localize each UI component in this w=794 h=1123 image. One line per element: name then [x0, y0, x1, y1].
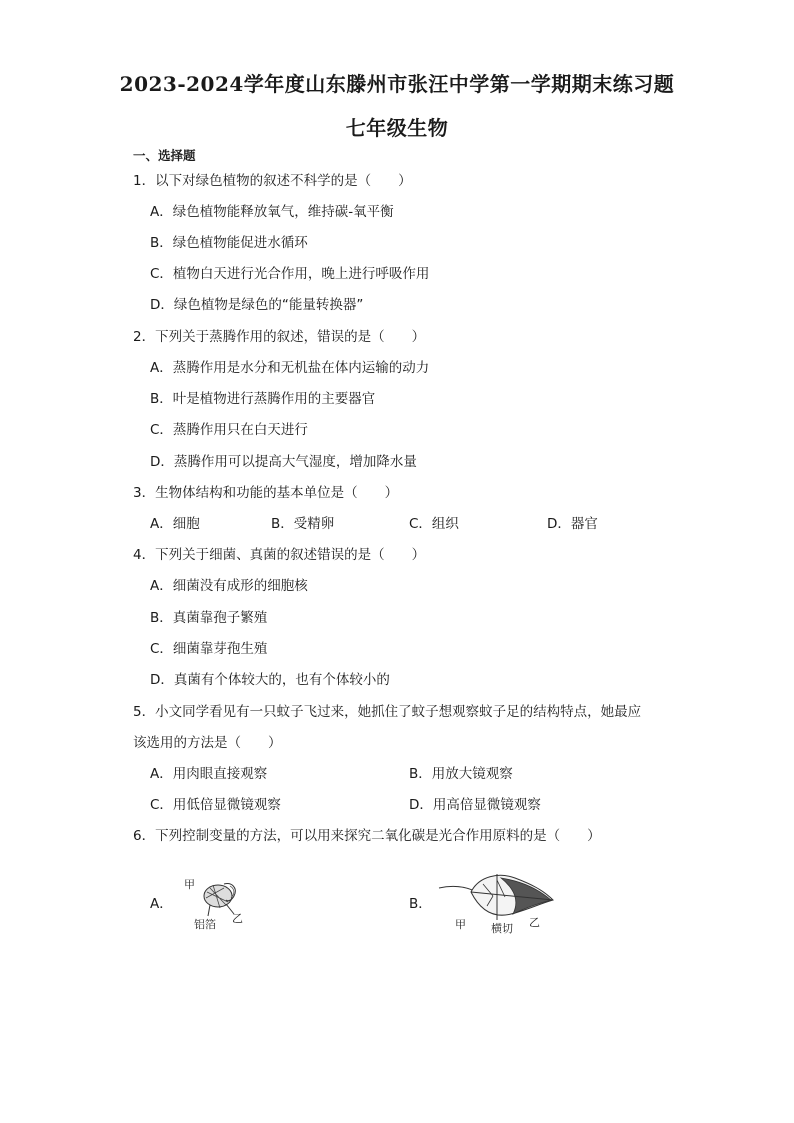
question-5-option-a[interactable]: A．用肉眼直接观察 [150, 766, 268, 782]
question-4-option-c[interactable]: C．细菌靠芽孢生殖 [150, 641, 268, 657]
section-heading: 一、选择题 [133, 148, 196, 163]
question-3-option-a[interactable]: A．细胞 [150, 516, 200, 532]
question-1-option-c[interactable]: C．植物白天进行光合作用，晚上进行呼吸作用 [150, 266, 430, 282]
question-5-option-c[interactable]: C．用低倍显微镜观察 [150, 797, 281, 813]
question-1-option-b[interactable]: B．绿色植物能促进水循环 [150, 235, 308, 251]
question-2-option-c[interactable]: C．蒸腾作用只在白天进行 [150, 422, 308, 438]
figure-a-label-yi: 乙 [232, 912, 243, 925]
question-1-option-d[interactable]: D．绿色植物是绿色的“能量转换器” [150, 297, 364, 313]
question-3-option-c[interactable]: C．组织 [409, 516, 459, 532]
question-3-option-d[interactable]: D．器官 [547, 516, 598, 532]
figure-b-label-cut: 横切 [491, 922, 513, 935]
question-4-option-d[interactable]: D．真菌有个体较大的，也有个体较小的 [150, 672, 390, 688]
question-5-option-b[interactable]: B．用放大镜观察 [409, 766, 513, 782]
figure-a-label-jia: 甲 [184, 878, 195, 891]
question-2-option-b[interactable]: B．叶是植物进行蒸腾作用的主要器官 [150, 391, 376, 407]
question-5-stem-line-2: 该选用的方法是（ ） [133, 735, 282, 751]
question-4-stem: 4．下列关于细菌、真菌的叙述错误的是（ ） [133, 547, 426, 563]
question-5-stem-line-1: 5．小文同学看见有一只蚊子飞过来，她抓住了蚊子想观察蚊子足的结构特点，她最应 [133, 704, 642, 720]
question-2-stem: 2．下列关于蒸腾作用的叙述，错误的是（ ） [133, 329, 426, 345]
figure-a-label-foil: 铝箔 [194, 918, 216, 931]
figure-b-label-yi: 乙 [529, 916, 540, 929]
question-3-stem: 3．生物体结构和功能的基本单位是（ ） [133, 485, 399, 501]
figure-b-leaf-cut-vein [435, 870, 559, 936]
question-6-stem: 6．下列控制变量的方法，可以用来探究二氧化碳是光合作用原料的是（ ） [133, 828, 601, 844]
question-6-option-b[interactable]: B． [409, 896, 432, 912]
question-2-option-d[interactable]: D．蒸腾作用可以提高大气湿度，增加降水量 [150, 454, 417, 470]
question-4-option-a[interactable]: A．细菌没有成形的细胞核 [150, 578, 308, 594]
exam-subtitle: 七年级生物 [345, 116, 449, 140]
question-6-option-a[interactable]: A． [150, 896, 173, 912]
figure-b-label-jia: 甲 [455, 918, 466, 931]
question-4-option-b[interactable]: B．真菌靠孢子繁殖 [150, 610, 268, 626]
question-1-stem: 1．以下对绿色植物的叙述不科学的是（ ） [133, 173, 412, 189]
question-5-option-d[interactable]: D．用高倍显微镜观察 [409, 797, 541, 813]
figure-a-leaf-with-foil [180, 872, 260, 936]
exam-title: 2023-2024学年度山东滕州市张汪中学第一学期期末练习题 [119, 72, 675, 96]
question-2-option-a[interactable]: A．蒸腾作用是水分和无机盐在体内运输的动力 [150, 360, 430, 376]
question-1-option-a[interactable]: A．绿色植物能释放氧气，维持碳-氧平衡 [150, 204, 394, 220]
question-3-option-b[interactable]: B．受精卵 [271, 516, 335, 532]
